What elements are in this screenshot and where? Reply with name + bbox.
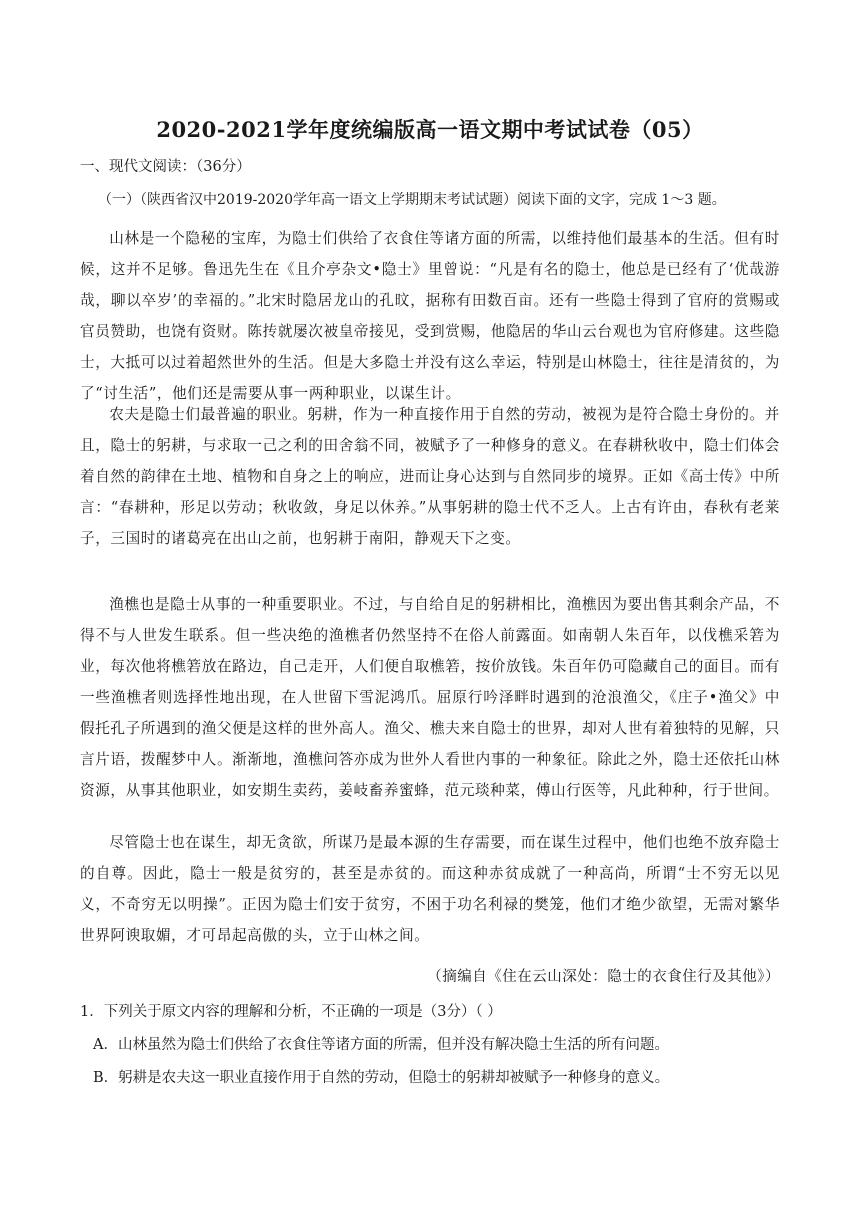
passage-paragraph-4: 尽管隐士也在谋生，却无贪欲，所谋乃是最本源的生存需要，而在谋生过程中，他们也绝不放弃隐士的自尊。因此，隐士一般是贫穷的，甚至是赤贫的。而这种赤贫成就了一种高尚，所谓“士不穷无以见义，不奇穷无以明操”。正因为隐士们安于贫穷，不困于功名利禄的樊笼，他们才绝少欲望，无需对繁华世界阿谀取媚，才可昂起高傲的头，立于山林之间。 bbox=[80, 834, 780, 944]
question-1-stem: 1．下列关于原文内容的理解和分析，不正确的一项是（3分）（ ） bbox=[80, 1004, 502, 1020]
passage-source: （摘编自《住在云山深处：隐士的衣食住行及其他》） bbox=[427, 969, 780, 985]
exam-title: 2020-2021学年度统编版高一语文期中考试试卷（05） bbox=[156, 117, 704, 142]
passage-paragraph-3: 渔樵也是隐士从事的一种重要职业。不过，与自给自足的躬耕相比，渔樵因为要出售其剩余产品，不得不与人世发生联系。但一些决绝的渔樵者仍然坚持不在俗人前露面。如南朝人朱百年，以伐樵采箬为业，每次他将樵箬放在路边，自己走开，人们便自取樵箬，按价放钱。朱百年仍可隐藏自己的面目。而有一些渔樵者则选择性地出现，在人世留下雪泥鸿爪。屈原行吟泽畔时遇到的沧浪渔父，《庄子•渔父》中假托孔子所遇到的渔父便是这样的世外高人。渔父、樵夫来自隐士的世界，却对人世有着独特的见解，只言片语，拨醒梦中人。渐渐地，渔樵问答亦成为世外人看世内事的一种象征。除此之外，隐士还依托山林资源，从事其他职业，如安期生卖药，姜岐畜养蜜蜂，范元琰种菜，傅山行医等，凡此种种，行于世间。 bbox=[80, 596, 780, 799]
reading-instruction: （一）（陕西省汉中2019-2020学年高一语文上学期期末考试试题）阅读下面的文字，完成 1～3 题。 bbox=[98, 192, 726, 208]
question-1-option-b: B．躬耕是农夫这一职业直接作用于自然的劳动，但隐士的躬耕却被赋予一种修身的意义。 bbox=[93, 1070, 670, 1086]
question-1-option-a: A．山林虽然为隐士们供给了衣食住等诸方面的所需，但并没有解决隐士生活的所有问题。 bbox=[93, 1037, 669, 1053]
passage-paragraph-1: 山林是一个隐秘的宝库，为隐士们供给了衣食住等诸方面的所需，以维持他们最基本的生活。但有时候，这并不足够。鲁迅先生在《且介亭杂文•隐士》里曾说：“凡是有名的隐士，他总是已经有了‘优哉游哉，聊以卒岁’的幸福的。”北宋时隐居龙山的孔旼，据称有田数百亩。还有一些隐士得到了官府的赏赐或官员赞助，也饶有资财。陈抟就屡次被皇帝接见，受到赏赐，他隐居的华山云台观也为官府修建。这些隐士，大抵可以过着超然世外的生活。但是大多隐士并没有这么幸运，特别是山林隐士，往往是清贫的，为了“讨生活”，他们还是需要从事一两种职业，以谋生计。 bbox=[80, 230, 780, 402]
passage-paragraph-2: 农夫是隐士们最普遍的职业。躬耕，作为一种直接作用于自然的劳动，被视为是符合隐士身份的。并且，隐士的躬耕，与求取一己之利的田舍翁不同，被赋予了一种修身的意义。在春耕秋收中，隐士们体会着自然的韵律在土地、植物和自身之上的响应，进而让身心达到与自然同步的境界。正如《高士传》中所言：“春耕种，形足以劳动；秋收敛，身足以休养。”从事躬耕的隐士代不乏人。上古有许由，春秋有老莱子，三国时的诸葛亮在出山之前，也躬耕于南阳，静观天下之变。 bbox=[80, 406, 780, 547]
section-heading: 一、现代文阅读：（36分） bbox=[80, 159, 251, 175]
